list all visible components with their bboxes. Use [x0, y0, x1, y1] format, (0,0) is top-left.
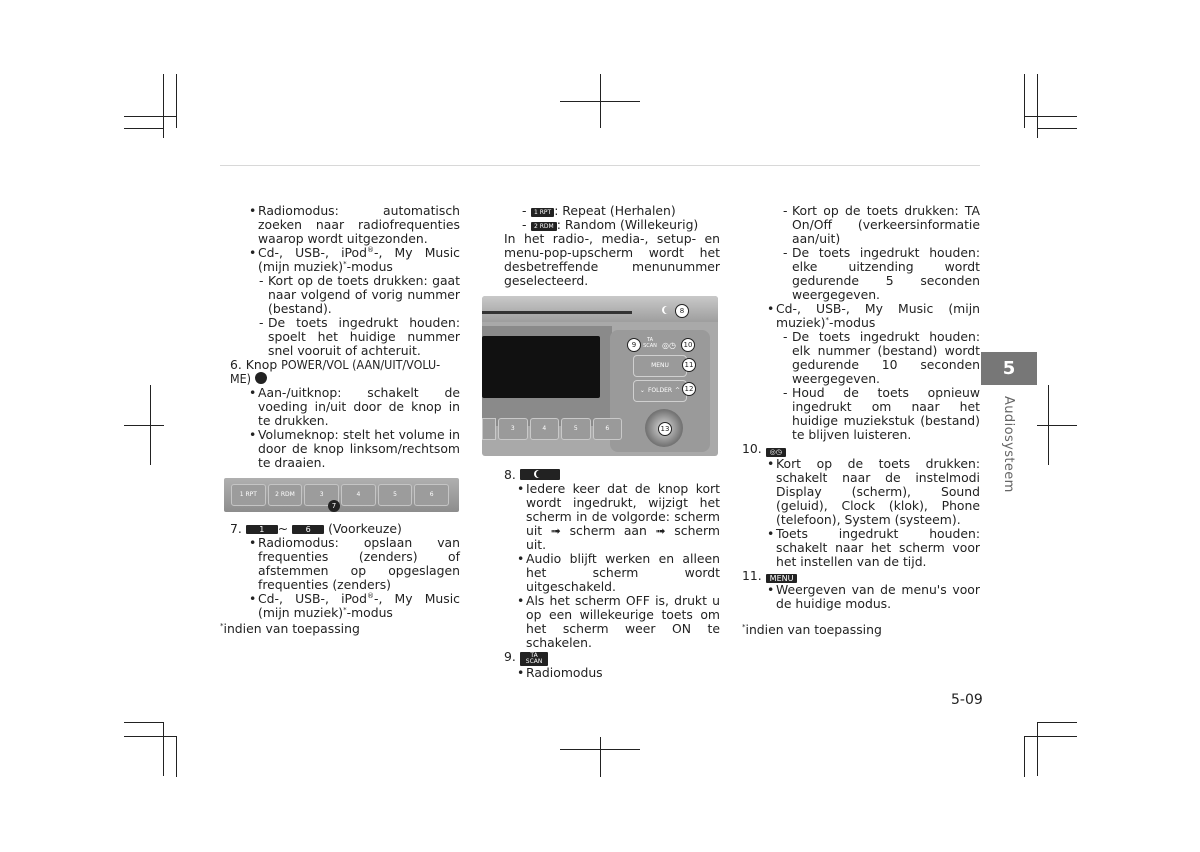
display-screen: [482, 336, 600, 398]
item-10-heading: 10. ◎◷: [742, 442, 980, 457]
bullet-radio-mode-9: • Radiomodus: [516, 666, 720, 680]
random-key: 2 RDM: [531, 222, 557, 231]
bullet-audio-continues: • Audio blijft werken en alleen het scherm wordt uitgeschakeld.: [516, 552, 720, 594]
preset-key-1: 1: [246, 525, 278, 534]
preset-key-6: 6: [292, 525, 324, 534]
page-number: 5-09: [951, 692, 983, 708]
setup-clock-key: ◎◷: [766, 448, 786, 457]
head-unit-image: [482, 296, 718, 456]
ta-scan-button: TA SCAN: [643, 337, 657, 349]
dash-random: - 2 RDM : Random (Willekeurig): [521, 218, 720, 232]
column-2: [504, 204, 720, 680]
folder-button: ⌄ FOLDER ^: [633, 380, 687, 402]
unit-preset-4: 4: [530, 418, 560, 440]
preset-button-6: 6: [414, 484, 449, 506]
setup-clock-icon: ◎◷: [662, 341, 676, 350]
bullet-power: • Aan-/uitknop: schakelt de voeding in/uit door de knop in te drukken.: [248, 386, 460, 428]
bullet-preset-media: • Cd-, USB-, iPod®-, My Music (mijn muziek)*-modus: [248, 592, 460, 620]
preset-buttons-image: [224, 478, 459, 512]
bullet-media-mode: • Cd-, USB-, iPod®-, My Music (mijn muziek)*-modus: [248, 246, 460, 274]
unit-preset-3: 3: [498, 418, 528, 440]
callout-13: 13: [658, 422, 672, 436]
callout-11: 11: [682, 358, 696, 372]
bullet-volume: • Volumeknop: stelt het volume in door de knop linksom/rechtsom te draaien.: [248, 428, 460, 470]
footnote-1: *indien van toepassing: [220, 621, 360, 636]
section-tab: 5: [981, 352, 1037, 385]
callout-12: 12: [682, 382, 696, 396]
menu-paragraph: In het radio-, media-, setup- en menu-pop-upscherm wordt het desbetreffende menunummer geselecteerd.: [504, 231, 720, 288]
bullet-media-mode-9: • Cd-, USB-, My Music (mijn muziek)*-modus: [766, 302, 980, 330]
bullet-menu: • Weergeven van de menu's voor de huidige modus.: [766, 583, 980, 611]
bullet-screen-on: • Als het scherm OFF is, drukt u op een willekeurige toets om het scherm weer ON te schakelen.: [516, 594, 720, 650]
section-title: Audiosysteem: [1001, 396, 1016, 493]
power-vol-label: POWER/VOL (AAN/UIT/VOLU-ME): [230, 357, 441, 386]
chevron-up-icon: ^: [675, 387, 681, 394]
callout-10: 10: [681, 338, 695, 352]
footnote-3: *indien van toepassing: [742, 622, 882, 637]
item-7-heading: 7. 1 ~ 6 (Voorkeuze): [230, 521, 402, 536]
header-rule: [220, 165, 980, 166]
callout-8: 8: [675, 304, 689, 318]
bullet-radio-mode: • Radiomodus: automatisch zoeken naar radiofrequenties waarop wordt uitgezonden.: [248, 204, 460, 246]
dash-long-press: - De toets ingedrukt houden: spoelt het huidige nummer snel vooruit of achteruit.: [258, 316, 460, 358]
dash-repeat: - 1 RPT : Repeat (Herhalen): [521, 204, 720, 218]
item-11-heading: 11. MENU: [742, 569, 980, 583]
preset-button-4: 4: [341, 484, 376, 506]
dash-scan-again: - Houd de toets opnieuw ingedrukt om naar het huidige muziekstuk (bestand) te blijven luisteren.: [782, 386, 980, 442]
preset-button-5: 5: [378, 484, 413, 506]
repeat-key: 1 RPT: [531, 208, 554, 217]
dash-ta-long: - De toets ingedrukt houden: elke uitzending wordt gedurende 5 seconden weergegeven.: [782, 246, 980, 302]
column-1: [220, 203, 460, 636]
unit-preset-6: 6: [593, 418, 623, 440]
bullet-screen-toggle: • Iedere keer dat de knop kort wordt ingedrukt, wijzigt het scherm in de volgorde: scherm uit ➟ scherm aan ➟ scherm uit.: [516, 482, 720, 552]
item-9-heading: 9. TA SCAN: [504, 650, 720, 666]
chevron-down-icon: ⌄: [639, 387, 645, 394]
callout-9: 9: [627, 338, 641, 352]
menu-button: MENU: [633, 355, 687, 377]
dash-scan-long: - De toets ingedrukt houden: elk nummer (bestand) wordt gedurende 10 seconden weergegeven.: [782, 330, 980, 386]
bullet-preset-radio: • Radiomodus: opslaan van frequenties (zenders) of afstemmen op opgeslagen frequenties (zenders): [248, 536, 460, 592]
dash-ta-short: - Kort op de toets drukken: TA On/Off (verkeersinformatie aan/uit): [782, 204, 980, 246]
bullet-setup-long: • Toets ingedrukt houden: schakelt naar het scherm voor het instellen van de tijd.: [766, 527, 980, 569]
power-knob-icon: [255, 372, 267, 384]
ta-scan-key: TA SCAN: [520, 652, 549, 666]
bullet-setup-short: • Kort op de toets drukken: schakelt naar de instelmodi Display (scherm), Sound (geluid), Clock (klok), Phone (telefoon), System (systeem).: [766, 457, 980, 527]
preset-button-3: 3: [304, 484, 339, 506]
column-3: [742, 204, 980, 637]
callout-7: 7: [328, 500, 340, 512]
item-8-heading: 8.: [504, 468, 720, 482]
moon-key-icon: [520, 469, 560, 480]
moon-icon: [664, 306, 672, 314]
unit-preset-5: 5: [561, 418, 591, 440]
preset-button-1: 1 RPT: [231, 484, 266, 506]
preset-button-2: 2 RDM: [268, 484, 303, 506]
menu-key: MENU: [766, 574, 798, 583]
item-6-heading: 6. Knop POWER/VOL (AAN/UIT/VOLU-ME): [230, 357, 441, 386]
dash-short-press: - Kort op de toets drukken: gaat naar volgend of vorig nummer (bestand).: [258, 274, 460, 316]
